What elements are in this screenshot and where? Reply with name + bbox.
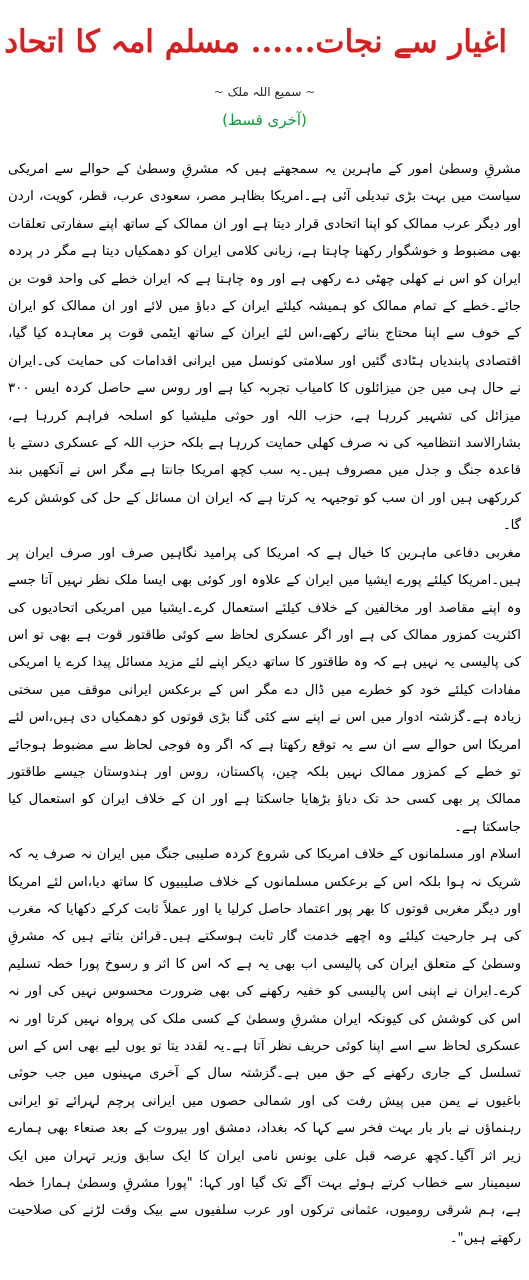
paragraph: مغربی دفاعی ماہرین کا خیال ہے کہ امریکا کی پرامید نگاہیں صرف اور صرف ایران پر ہیں۔امریکا کیلئے پورے ایشیا میں ایران کے علاوہ اور کوئی بھی ایسا ملک نظر نہیں آتا جسے وہ اپنے مقاصد اور مخالفین کے خلاف کیلئے استعمال کرے۔ایشیا میں امریکی اتحادیوں کی اکثریت کمزور ممالک کی ہے اور اگر عسکری لحاظ سے کوئی طاقتور قوت ہے بھی تو اس کی پالیسی یہ نہیں ہے کہ وہ طاقتور کا ساتھ دیکر اپنے لئے مزید مسائل پیدا کرے یا امریکی مفادات کیلئے خود کو خطرے میں ڈال دے مگر اس کے برعکس ایرانی موقف میں سختی زیادہ ہے۔گزشتہ ادوار میں اس نے اپنے سے کئی گنا بڑی قوتوں کو دھمکیاں دی ہیں،اس لئے امریکا اس حوالے سے ان سے یہ توقع رکھتا ہے کہ اگر وہ فوجی لحاظ سے مضبوط ہوجائے تو خطے کے کمزور ممالک نہیں بلکہ چین، پاکستان، روس اور ہندوستان جیسے طاقتور ممالک پر بھی کسی حد تک دباؤ بڑھایا جاسکتا ہے اور ان کے خلاف ایران کو استعمال کیا جاسکتا ہے۔ <box>8 545 521 835</box>
article-body <box>8 156 521 1252</box>
installment-label: (آخری قسط) <box>222 111 307 129</box>
ornament-icon: ~ <box>213 85 224 99</box>
paragraph: اسلام اور مسلمانوں کے خلاف امریکا کی شروع کردہ صلیبی جنگ میں ایران نہ صرف یہ کہ شریک نہ ہوا بلکہ اس کے برعکس مسلمانوں کے خلاف صلیبیوں کا ساتھ دیا،اس لئے امریکا اور دیگر مغربی قوتوں کا بھر پور اعتماد حاصل کرلیا یا اور عملاً ثابت کرکے دکھایا کہ مغرب کی ہر جارحیت کیلئے وہ اچھے خدمت گار ثابت ہوسکتے ہیں۔قرائن بتاتے ہیں کہ مشرقِ وسطیٰ کے متعلق ایران کی پالیسی اب بھی یہ ہے کہ اس کا اثر و رسوخ پورا خطہ تسلیم کرے۔ایران نے اپنی اس پالیسی کو خفیہ رکھنے کی بھی ضرورت محسوس نہیں کی اور نہ اس کی کوشش کی کیونکہ ایران مشرقِ وسطیٰ کے کسی ملک کی پرواہ نہیں کرتا اور نہ عسکری لحاظ سے اسے اپنا کوئی حریف نظر آتا ہے۔یہ لقدد یتا تو یوں لیے بھی اس کے اس تسلسل کے جاری رکھنے کے حق میں ہے۔گزشتہ سال کے آخری مہینوں میں جب حوثی باغیوں نے یمن میں پیش رفت کی اور شمالی حصوں میں ایرانی پرچم لہرائے تو ایرانی رہنماؤں نے بار بار بہت فخر سے کہا کہ بغداد، دمشق اور بیروت کے بعد صنعاء بھی ہمارے زیر اثر آگیا۔کچھ عرصہ قبل علی یونس نامی ایران کا ایک سابق وزیر تہران میں ایک سیمینار سے خطاب کرتے ہوئے بہت آگے تک گیا اور کہا: "پورا مشرقِ وسطیٰ ہمارا خطہ ہے، ہم شرقی رومیوں، عثمانی ترکوں اور عرب سلفیوں سے بیک وقت لڑنے کی صلاحیت رکھتے ہیں"۔ <box>8 847 521 1246</box>
article-page <box>0 22 529 1280</box>
ornament-icon: ~ <box>305 85 316 99</box>
article-headline: اغیار سے نجات...... مسلم امہ کا اتحاد <box>4 24 507 60</box>
author-byline <box>8 84 521 100</box>
author-name: سمیع اللہ ملک <box>227 85 302 99</box>
paragraph: مشرقِ وسطیٰ امور کے ماہرین یہ سمجھتے ہیں کہ مشرقِ وسطیٰ کے حوالے سے امریکی سیاست میں بہت بڑی تبدیلی آئی ہے۔امریکا بظاہر مصر، سعودی عرب، قطر، کویت، اردن اور دیگر عرب ممالک کو اپنا اتحادی قرار دیتا ہے اور ان ممالک کے ساتھ اپنے سفارتی تعلقات بھی مضبوط و خوشگوار رکھنا چاہتا ہے، زبانی کلامی ایران کو دھمکیاں دیتا ہے مگر در پردہ ایران کو اس نے کھلی چھٹی دے رکھی ہے اور وہ چاہتا ہے کہ ایران خطے کی واحد قوت بن جائے۔خطے کے تمام ممالک کو ہمیشہ کیلئے ایران کے دباؤ میں لائے اور ان ممالک کو ایران کے خوف سے اپنا محتاج بنائے رکھے،اس لئے ایران کے ساتھ ایٹمی قوت پر معاہدہ کیا گیا، اقتصادی پابندیاں ہٹادی گئیں اور سلامتی کونسل میں ایرانی اقدامات کی حمایت کی۔ایران نے حال ہی میں جن میزائلوں کا کامیاب تجربہ کیا ہے اور روس سے حاصل کردہ ایس ٣٠٠ میزائل کی تشہیر کررہا ہے، حزب اللہ اور حوثی ملیشیا کو اسلحہ فراہم کررہا ہے، بشارالاسد انتظامیہ کی نہ صرف کھلی حمایت کررہا ہے بلکہ حزب اللہ کے عسکری دستے با قاعدہ جنگ و جدل میں مصروف ہیں۔یہ سب کچھ امریکا جانتا ہے مگر اس نے آنکھیں بند کررکھی ہیں اور ان سب کو توجیہہ یہ کرتا ہے کہ ایران ان مسائل کے حل کی کوشش کرے گا۔ <box>8 162 521 534</box>
